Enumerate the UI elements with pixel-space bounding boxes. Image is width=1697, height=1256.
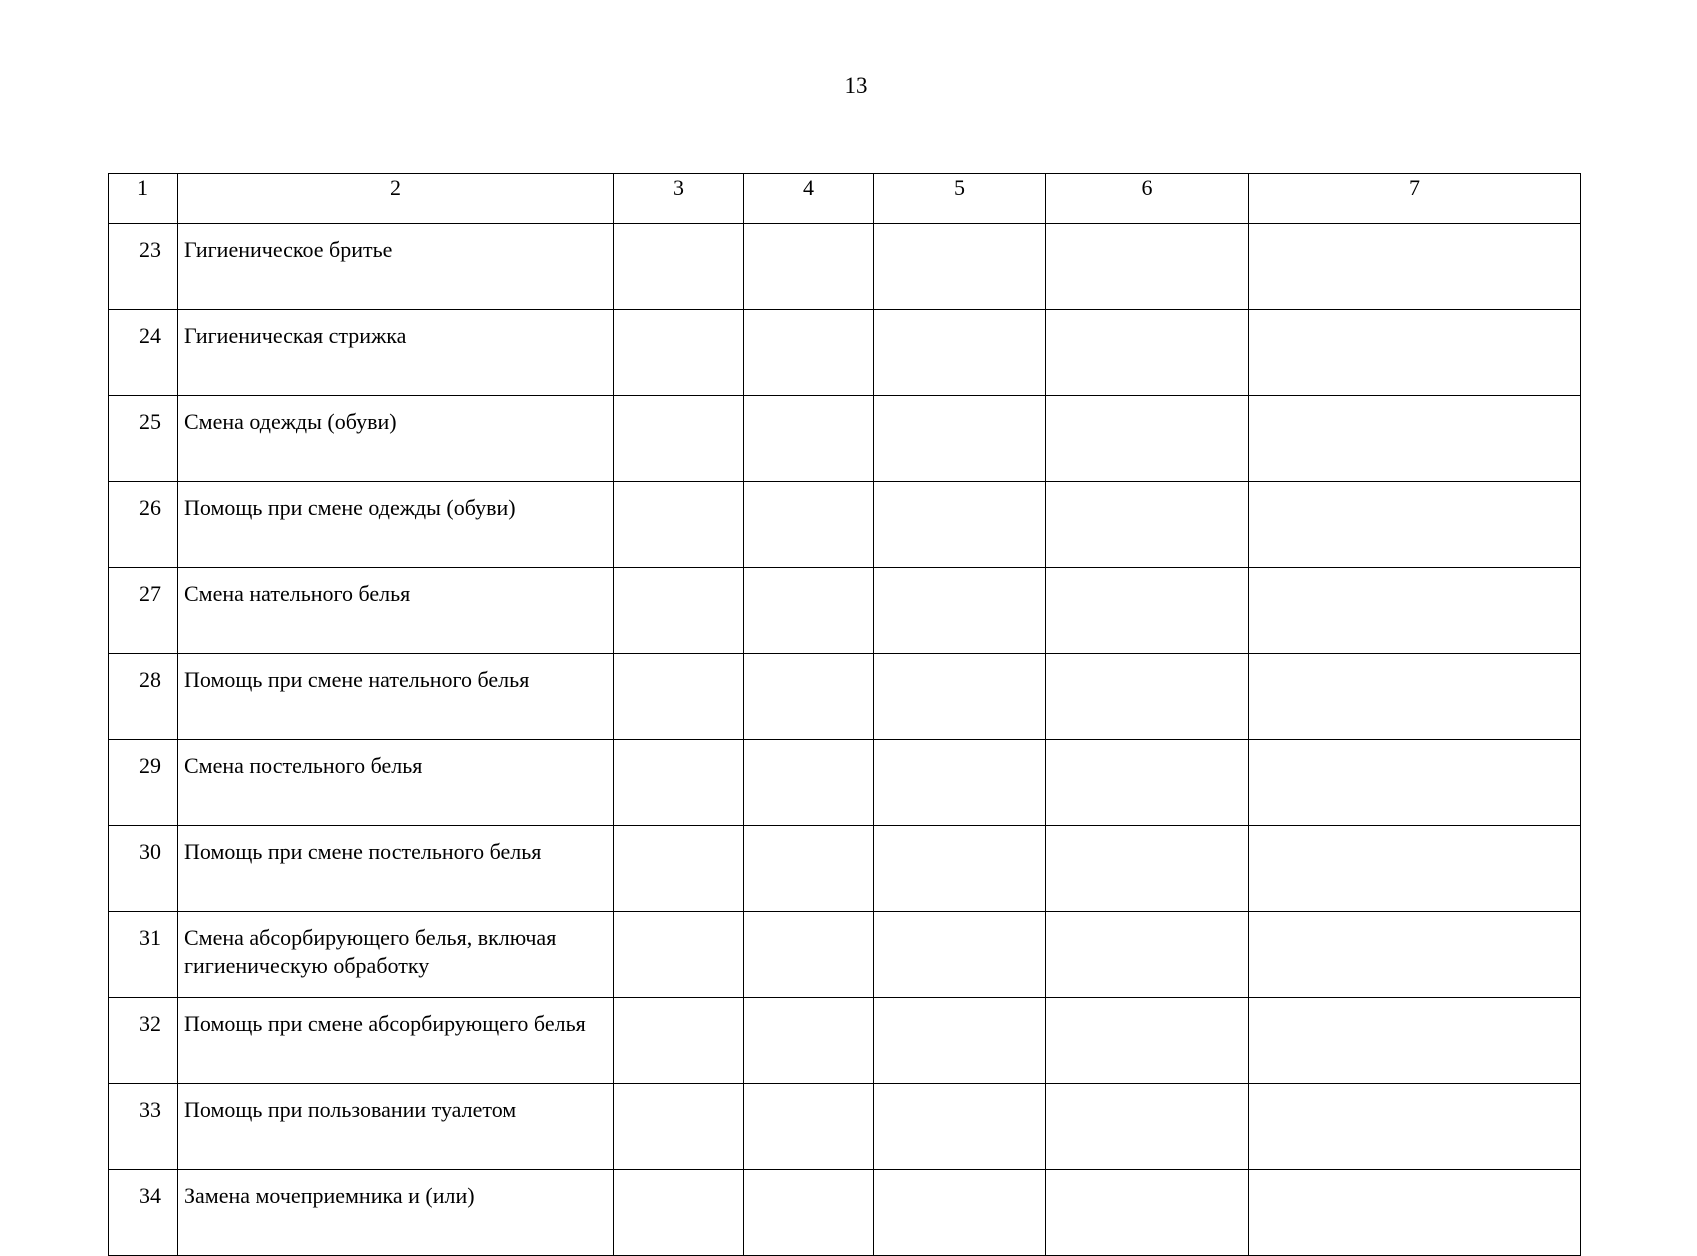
empty-cell bbox=[1249, 826, 1581, 912]
table-row bbox=[109, 1170, 1581, 1256]
service-name: Гигиеническое бритье bbox=[178, 224, 614, 310]
empty-cell bbox=[1249, 482, 1581, 568]
empty-cell bbox=[614, 740, 744, 826]
row-number: 32 bbox=[109, 998, 178, 1084]
row-number: 30 bbox=[109, 826, 178, 912]
row-number: 23 bbox=[109, 224, 178, 310]
service-name: Замена мочеприемника и (или) bbox=[178, 1170, 614, 1256]
table-row bbox=[109, 482, 1581, 568]
empty-cell bbox=[744, 310, 874, 396]
empty-cell bbox=[744, 396, 874, 482]
table-row bbox=[109, 1084, 1581, 1170]
empty-cell bbox=[874, 740, 1046, 826]
empty-cell bbox=[614, 826, 744, 912]
empty-cell bbox=[614, 568, 744, 654]
column-header: 2 bbox=[178, 174, 614, 224]
service-name: Помощь при смене абсорбирующего белья bbox=[178, 998, 614, 1084]
table-row bbox=[109, 912, 1581, 998]
column-header: 5 bbox=[874, 174, 1046, 224]
empty-cell bbox=[1249, 310, 1581, 396]
row-number: 28 bbox=[109, 654, 178, 740]
service-name: Смена одежды (обуви) bbox=[178, 396, 614, 482]
empty-cell bbox=[1046, 654, 1249, 740]
column-header: 4 bbox=[744, 174, 874, 224]
empty-cell bbox=[874, 396, 1046, 482]
empty-cell bbox=[874, 998, 1046, 1084]
table-row bbox=[109, 396, 1581, 482]
empty-cell bbox=[874, 482, 1046, 568]
empty-cell bbox=[614, 310, 744, 396]
empty-cell bbox=[614, 654, 744, 740]
empty-cell bbox=[1249, 396, 1581, 482]
row-number: 25 bbox=[109, 396, 178, 482]
empty-cell bbox=[1046, 224, 1249, 310]
empty-cell bbox=[1046, 482, 1249, 568]
table-row bbox=[109, 998, 1581, 1084]
services-table bbox=[108, 173, 1581, 1256]
empty-cell bbox=[1249, 998, 1581, 1084]
empty-cell bbox=[744, 224, 874, 310]
table-row bbox=[109, 740, 1581, 826]
row-number: 26 bbox=[109, 482, 178, 568]
empty-cell bbox=[874, 912, 1046, 998]
empty-cell bbox=[614, 912, 744, 998]
empty-cell bbox=[1249, 1084, 1581, 1170]
table-row bbox=[109, 826, 1581, 912]
empty-cell bbox=[1249, 568, 1581, 654]
service-name: Помощь при пользовании туалетом bbox=[178, 1084, 614, 1170]
empty-cell bbox=[744, 912, 874, 998]
empty-cell bbox=[874, 1170, 1046, 1256]
empty-cell bbox=[1046, 568, 1249, 654]
empty-cell bbox=[614, 396, 744, 482]
empty-cell bbox=[744, 482, 874, 568]
table-header-row bbox=[109, 174, 1581, 224]
service-name: Помощь при смене одежды (обуви) bbox=[178, 482, 614, 568]
row-number: 27 bbox=[109, 568, 178, 654]
page-number: 13 bbox=[844, 73, 868, 98]
empty-cell bbox=[744, 1084, 874, 1170]
empty-cell bbox=[874, 826, 1046, 912]
empty-cell bbox=[1249, 654, 1581, 740]
table-row bbox=[109, 310, 1581, 396]
empty-cell bbox=[744, 740, 874, 826]
table-row bbox=[109, 654, 1581, 740]
empty-cell bbox=[1046, 740, 1249, 826]
row-number: 33 bbox=[109, 1084, 178, 1170]
column-header: 3 bbox=[614, 174, 744, 224]
empty-cell bbox=[1046, 396, 1249, 482]
empty-cell bbox=[744, 568, 874, 654]
column-header: 6 bbox=[1046, 174, 1249, 224]
empty-cell bbox=[1249, 224, 1581, 310]
empty-cell bbox=[614, 224, 744, 310]
row-number: 34 bbox=[109, 1170, 178, 1256]
empty-cell bbox=[1046, 826, 1249, 912]
empty-cell bbox=[614, 482, 744, 568]
empty-cell bbox=[1046, 1084, 1249, 1170]
empty-cell bbox=[1249, 1170, 1581, 1256]
table-row bbox=[109, 568, 1581, 654]
empty-cell bbox=[614, 1084, 744, 1170]
service-name: Смена абсорбирующего белья, включая гигиеническую обработку bbox=[178, 912, 614, 998]
service-name: Смена нательного белья bbox=[178, 568, 614, 654]
empty-cell bbox=[744, 1170, 874, 1256]
empty-cell bbox=[744, 998, 874, 1084]
service-name: Гигиеническая стрижка bbox=[178, 310, 614, 396]
empty-cell bbox=[1046, 310, 1249, 396]
column-header: 1 bbox=[109, 174, 178, 224]
table-row bbox=[109, 224, 1581, 310]
empty-cell bbox=[744, 826, 874, 912]
empty-cell bbox=[874, 310, 1046, 396]
empty-cell bbox=[1046, 912, 1249, 998]
empty-cell bbox=[874, 1084, 1046, 1170]
empty-cell bbox=[744, 654, 874, 740]
empty-cell bbox=[1249, 912, 1581, 998]
empty-cell bbox=[874, 224, 1046, 310]
empty-cell bbox=[1046, 998, 1249, 1084]
empty-cell bbox=[874, 654, 1046, 740]
row-number: 31 bbox=[109, 912, 178, 998]
row-number: 24 bbox=[109, 310, 178, 396]
service-name: Помощь при смене постельного белья bbox=[178, 826, 614, 912]
empty-cell bbox=[1249, 740, 1581, 826]
empty-cell bbox=[614, 998, 744, 1084]
empty-cell bbox=[614, 1170, 744, 1256]
empty-cell bbox=[874, 568, 1046, 654]
row-number: 29 bbox=[109, 740, 178, 826]
column-header: 7 bbox=[1249, 174, 1581, 224]
empty-cell bbox=[1046, 1170, 1249, 1256]
service-name: Помощь при смене нательного белья bbox=[178, 654, 614, 740]
service-name: Смена постельного белья bbox=[178, 740, 614, 826]
